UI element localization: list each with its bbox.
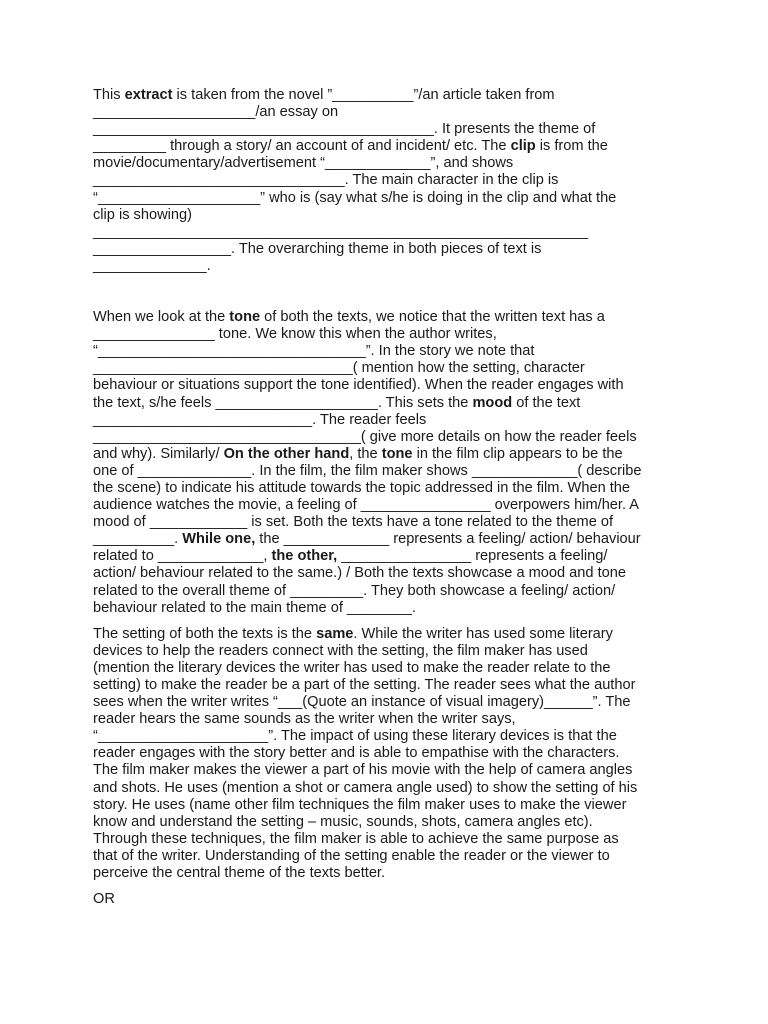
text-segment: perceive the central theme of the texts better. bbox=[93, 865, 386, 882]
bold-keyword: On the other hand bbox=[223, 445, 350, 462]
setting-line bbox=[93, 745, 678, 762]
text-segment: and why). Similarly/ bbox=[93, 445, 224, 462]
text-segment: of the text bbox=[512, 394, 581, 411]
tone-line bbox=[93, 360, 678, 377]
text-segment: one of ______________. In the film, the film maker shows _____________( describe bbox=[93, 462, 642, 479]
text-segment: the _____________ represents a feeling/ action/ behaviour bbox=[255, 531, 641, 548]
text-segment: ____________________/an essay on bbox=[93, 104, 339, 121]
setting-line bbox=[93, 797, 678, 814]
setting-line bbox=[93, 780, 678, 797]
intro-line bbox=[93, 258, 678, 275]
tone-line bbox=[93, 548, 678, 565]
text-segment: of both the texts, we notice that the written text has a bbox=[260, 309, 605, 326]
text-segment: Through these techniques, the film maker is able to achieve the same purpose as bbox=[93, 830, 619, 847]
text-segment: reader engages with the story better and is able to empathise with the characters. bbox=[93, 745, 620, 762]
text-segment: . While the writer has used some literary bbox=[353, 625, 613, 642]
text-segment: story. He uses (name other film techniques the film maker uses to make the viewer bbox=[93, 796, 627, 813]
paragraph-setting bbox=[93, 626, 678, 882]
text-segment: behaviour related to the main theme of ________. bbox=[93, 599, 416, 616]
text-segment: The setting of both the texts is the bbox=[93, 625, 317, 642]
text-segment: ________________ represents a feeling/ bbox=[337, 548, 608, 565]
text-segment: in the film clip appears to be the bbox=[412, 445, 623, 462]
text-segment: mood of ____________ is set. Both the texts have a tone related to the theme of bbox=[93, 514, 614, 531]
tone-line bbox=[93, 395, 678, 412]
text-segment: behaviour or situations support the tone identified). When the reader engages with bbox=[93, 377, 624, 394]
bold-keyword: tone bbox=[229, 309, 261, 326]
setting-line bbox=[93, 677, 678, 694]
intro-line bbox=[93, 155, 678, 172]
text-segment: audience watches the movie, a feeling of ________________ overpowers him/her. A bbox=[93, 497, 640, 514]
tone-line bbox=[93, 309, 678, 326]
text-segment: that of the writer. Understanding of the setting enable the reader or the viewer to bbox=[93, 847, 610, 864]
text-segment: action/ behaviour related to the same.) / Both the texts showcase a mood and tone bbox=[93, 565, 626, 582]
text-segment: The film maker makes the viewer a part of his movie with the help of camera angles bbox=[93, 762, 633, 779]
intro-line bbox=[93, 138, 678, 155]
setting-line bbox=[93, 643, 678, 660]
text-segment: is taken from the novel ”__________”/an article taken from bbox=[172, 87, 555, 103]
text-segment: This bbox=[93, 87, 125, 103]
bold-keyword: same bbox=[316, 625, 354, 642]
text-segment: _____________________________________________________________ bbox=[93, 223, 589, 240]
intro-line bbox=[93, 241, 678, 258]
setting-line bbox=[93, 831, 678, 848]
tone-line bbox=[93, 480, 678, 497]
text-segment: “_________________________________”. In the story we note that bbox=[93, 343, 535, 360]
text-segment: reader hears the same sounds as the writer when the writer says, bbox=[93, 711, 516, 728]
setting-line bbox=[93, 728, 678, 745]
text-segment: . The overarching theme in both pieces of text is bbox=[230, 240, 542, 257]
tone-line bbox=[93, 531, 678, 548]
text-segment: _______________ tone. We know this when the author writes, bbox=[93, 326, 497, 343]
bold-keyword: mood bbox=[472, 394, 513, 411]
paragraph-spacer bbox=[93, 617, 678, 626]
text-segment: _______________________________. The main character in the clip is bbox=[93, 172, 559, 189]
tone-line bbox=[93, 600, 678, 617]
tone-line bbox=[93, 377, 678, 394]
text-segment: _________________________________( give more details on how the reader feels bbox=[93, 428, 637, 445]
text-segment: ___________________________. The reader feels bbox=[93, 411, 427, 428]
text-segment: is from the bbox=[535, 138, 608, 155]
setting-line bbox=[93, 762, 678, 779]
setting-line bbox=[93, 626, 678, 643]
text-segment: When we look at the bbox=[93, 309, 230, 326]
text-segment: setting) to make the reader be a part of the setting. The reader sees what the author bbox=[93, 677, 636, 693]
text-segment: sees when the writer writes “___(Quote an instance of visual imagery)______”. The bbox=[93, 694, 631, 711]
tone-line bbox=[93, 497, 678, 514]
intro-line bbox=[93, 172, 678, 189]
bold-keyword: tone bbox=[381, 445, 413, 462]
text-segment: _________ through a story/ an account of and incident/ etc. The bbox=[93, 138, 511, 155]
paragraph-introduction bbox=[93, 87, 678, 275]
bold-keyword: clip bbox=[510, 138, 536, 155]
bold-keyword: extract bbox=[124, 87, 173, 103]
or-separator: OR bbox=[93, 891, 115, 908]
text-segment: “_____________________”. The impact of using these literary devices is that the bbox=[93, 728, 617, 745]
text-segment: __________________________________________. It presents the theme of bbox=[93, 121, 596, 138]
paragraph-tone-mood bbox=[93, 309, 678, 617]
text-segment: know and understand the setting – music, sounds, shots, camera angles etc). bbox=[93, 813, 593, 830]
tone-line bbox=[93, 343, 678, 360]
text-segment: clip is showing) bbox=[93, 206, 192, 223]
intro-line bbox=[93, 224, 678, 241]
text-segment: movie/documentary/advertisement “_____________”, and shows bbox=[93, 155, 514, 172]
setting-line bbox=[93, 660, 678, 677]
document-page bbox=[93, 87, 678, 908]
text-segment: __________. bbox=[93, 531, 183, 548]
text-segment: and shots. He uses (mention a shot or camera angle used) to show the setting of his bbox=[93, 779, 638, 796]
tone-line bbox=[93, 583, 678, 600]
text-segment: related to _____________, bbox=[93, 548, 272, 565]
text-segment: related to the overall theme of _________. They both showcase a feeling/ action/ bbox=[93, 582, 616, 599]
setting-line bbox=[93, 865, 678, 882]
intro-line bbox=[93, 87, 678, 104]
intro-line bbox=[93, 121, 678, 138]
intro-line bbox=[93, 207, 678, 224]
tone-line bbox=[93, 446, 678, 463]
bold-keyword: the other, bbox=[271, 548, 338, 565]
setting-line bbox=[93, 814, 678, 831]
text-segment: _________________ bbox=[93, 240, 231, 257]
setting-line bbox=[93, 711, 678, 728]
tone-line bbox=[93, 429, 678, 446]
text-segment: devices to help the readers connect with the setting, the film maker has used bbox=[93, 642, 588, 659]
tone-line bbox=[93, 463, 678, 480]
text-segment: ______________. bbox=[93, 257, 211, 274]
tone-line bbox=[93, 326, 678, 343]
paragraph-spacer bbox=[93, 275, 678, 309]
tone-line bbox=[93, 565, 678, 582]
text-segment: “____________________” who is (say what s/he is doing in the clip and what the bbox=[93, 189, 617, 206]
intro-line bbox=[93, 190, 678, 207]
setting-line bbox=[93, 694, 678, 711]
intro-line bbox=[93, 104, 678, 121]
text-segment: the text, s/he feels ____________________. This sets the bbox=[93, 394, 473, 411]
tone-line bbox=[93, 514, 678, 531]
text-segment: , the bbox=[349, 445, 382, 462]
bold-keyword: While one, bbox=[182, 531, 256, 548]
tone-line bbox=[93, 412, 678, 429]
setting-line bbox=[93, 848, 678, 865]
text-segment: ________________________________( mention how the setting, character bbox=[93, 360, 585, 377]
text-segment: the scene) to indicate his attitude towards the topic addressed in the film. When the bbox=[93, 479, 631, 496]
text-segment: (mention the literary devices the writer has used to make the reader relate to the bbox=[93, 659, 611, 676]
